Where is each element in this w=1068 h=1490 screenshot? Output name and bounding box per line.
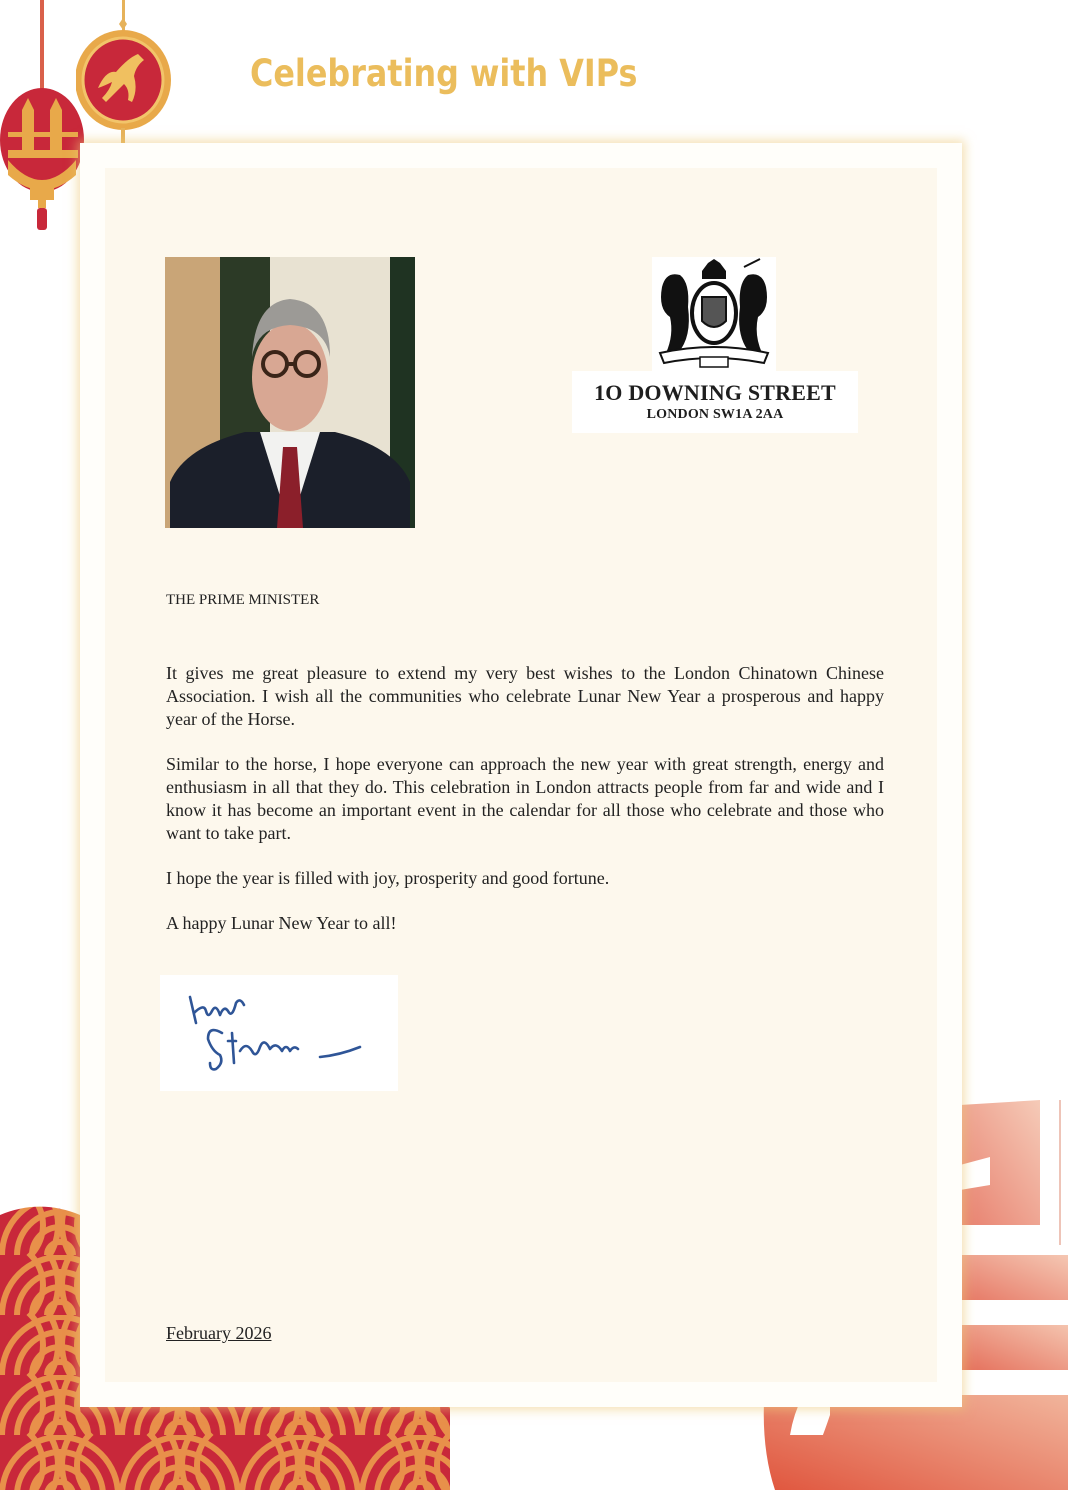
letter-paragraph: A happy Lunar New Year to all! (166, 913, 397, 933)
horse-medallion-icon (76, 10, 176, 150)
address-block (572, 371, 858, 433)
royal-coat-of-arms-icon (652, 257, 776, 371)
letter-body (166, 662, 884, 957)
prime-minister-portrait (165, 257, 415, 528)
letter-paragraph: It gives me great pleasure to extend my very best wishes to the London Chinatown Chinese Association. I wish all the communities who celebrate Lunar New Year a prosperous and happy year of the Horse. (166, 663, 884, 729)
letterhead (572, 257, 858, 433)
address-line-2: LONDON SW1A 2AA (646, 407, 784, 422)
letter-paragraph: Similar to the horse, I hope everyone can approach the new year with great strength, energy and enthusiasm in all that they do. This celebration in London attracts people from far and wide and I know it has become an important event in the calendar for all those who celebrate and those who want to take part. (166, 754, 884, 843)
letter-date: February 2026 (166, 1323, 272, 1343)
letter-paragraph: I hope the year is filled with joy, prosperity and good fortune. (166, 868, 610, 888)
handwritten-signature (160, 975, 398, 1091)
address-line-1: 1O DOWNING STREET (594, 380, 836, 405)
page-title: Celebrating with VIPs (250, 52, 638, 95)
sender-role: THE PRIME MINISTER (166, 592, 320, 608)
